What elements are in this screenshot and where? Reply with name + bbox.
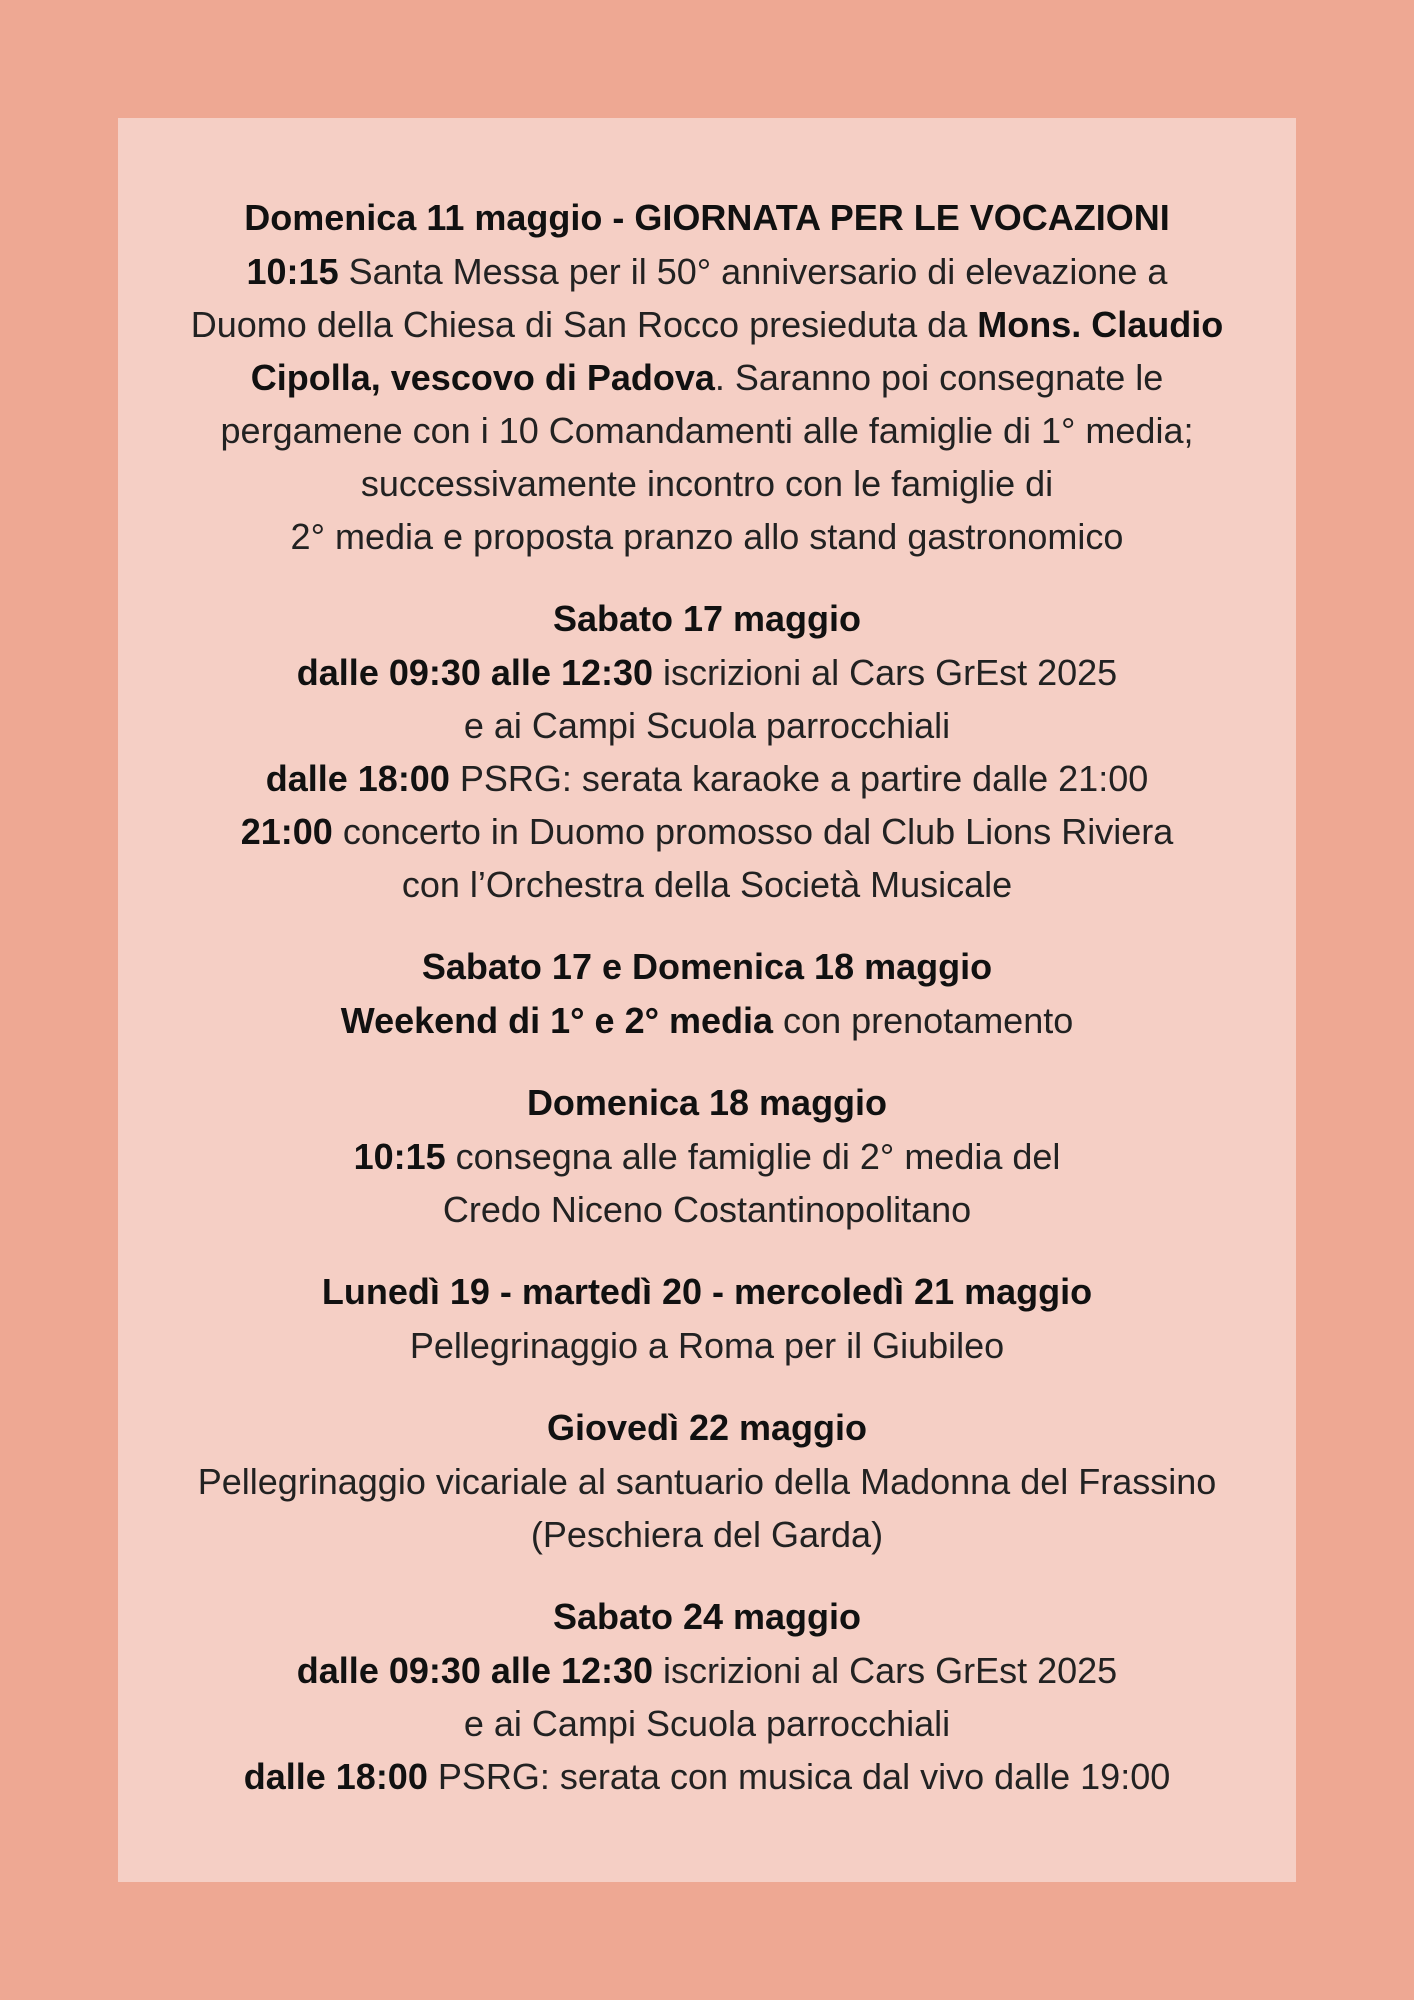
- bold-text: 10:15: [246, 251, 339, 292]
- event-heading: [138, 1264, 1276, 1319]
- body-text: PSRG: serata con musica dal vivo dalle 19:00: [427, 1756, 1171, 1797]
- event-line: [138, 351, 1276, 404]
- event-line: [138, 1750, 1276, 1803]
- event-heading: [138, 1075, 1276, 1130]
- event-line: [138, 245, 1276, 298]
- event-heading: [138, 1589, 1276, 1644]
- body-text: 2° media e proposta pranzo allo stand gastronomico: [290, 516, 1124, 557]
- bold-text: dalle 09:30 alle 12:30: [296, 1650, 654, 1691]
- event-line: [138, 752, 1276, 805]
- event-line: [138, 1319, 1276, 1372]
- event-heading: [138, 939, 1276, 994]
- event-line: [138, 1697, 1276, 1750]
- body-text: e ai Campi Scuola parrocchiali: [463, 705, 951, 746]
- body-text: e ai Campi Scuola parrocchiali: [463, 1703, 951, 1744]
- event-line: [138, 1130, 1276, 1183]
- body-text: Santa Messa per il 50° anniversario di elevazione a: [338, 251, 1168, 292]
- bold-text: dalle 18:00: [243, 1756, 428, 1797]
- event-line: [138, 404, 1276, 457]
- bold-text: dalle 18:00: [265, 758, 450, 799]
- body-text: Pellegrinaggio vicariale al santuario della Madonna del Frassino: [197, 1461, 1217, 1502]
- event-line: [138, 510, 1276, 563]
- event-block: [138, 591, 1276, 911]
- body-text: successivamente incontro con le famiglie di: [360, 463, 1054, 504]
- body-text: PSRG: serata karaoke a partire dalle 21:00: [449, 758, 1149, 799]
- date-heading: Sabato 17 maggio: [552, 598, 862, 639]
- date-heading: Domenica 11 maggio: [244, 197, 603, 238]
- event-heading: [138, 1400, 1276, 1455]
- bold-text: Mons. Claudio: [977, 304, 1224, 345]
- bold-text: Cipolla, vescovo di Padova: [250, 357, 715, 398]
- body-text: . Saranno poi consegnate le: [714, 357, 1164, 398]
- event-line: [138, 994, 1276, 1047]
- event-block: [138, 1264, 1276, 1372]
- date-heading: Domenica 18 maggio: [526, 1082, 888, 1123]
- date-heading: Lunedì 19 - martedì 20 - mercoledì 21 maggio: [321, 1271, 1093, 1312]
- program-panel: [118, 118, 1296, 1882]
- event-line: [138, 1455, 1276, 1508]
- event-line: [138, 298, 1276, 351]
- bold-text: - GIORNATA PER LE VOCAZIONI: [602, 197, 1170, 238]
- body-text: Credo Niceno Costantinopolitano: [442, 1189, 972, 1230]
- event-line: [138, 805, 1276, 858]
- event-line: [138, 699, 1276, 752]
- event-line: [138, 1183, 1276, 1236]
- event-line: [138, 858, 1276, 911]
- event-block: [138, 1589, 1276, 1803]
- date-heading: Sabato 24 maggio: [552, 1596, 862, 1637]
- bold-text: 10:15: [353, 1136, 446, 1177]
- body-text: pergamene con i 10 Comandamenti alle famiglie di 1° media;: [220, 410, 1194, 451]
- date-heading: Giovedì 22 maggio: [546, 1407, 868, 1448]
- event-block: [138, 190, 1276, 563]
- body-text: consegna alle famiglie di 2° media del: [445, 1136, 1061, 1177]
- body-text: concerto in Duomo promosso dal Club Lions Riviera: [332, 811, 1174, 852]
- body-text: iscrizioni al Cars GrEst 2025: [653, 1650, 1118, 1691]
- bold-text: Weekend di 1° e 2° media: [340, 1000, 774, 1041]
- body-text: Duomo della Chiesa di San Rocco presieduta da: [190, 304, 978, 345]
- bold-text: dalle 09:30 alle 12:30: [296, 652, 654, 693]
- body-text: con l’Orchestra della Società Musicale: [401, 864, 1013, 905]
- event-line: [138, 457, 1276, 510]
- event-line: [138, 1644, 1276, 1697]
- body-text: iscrizioni al Cars GrEst 2025: [653, 652, 1118, 693]
- event-heading: [138, 591, 1276, 646]
- event-block: [138, 939, 1276, 1047]
- event-line: [138, 1508, 1276, 1561]
- date-heading: Sabato 17 e Domenica 18 maggio: [421, 946, 993, 987]
- event-heading: [138, 190, 1276, 245]
- body-text: Pellegrinaggio a Roma per il Giubileo: [409, 1325, 1005, 1366]
- body-text: (Peschiera del Garda): [530, 1514, 884, 1555]
- body-text: con prenotamento: [773, 1000, 1074, 1041]
- event-block: [138, 1400, 1276, 1561]
- bold-text: 21:00: [240, 811, 333, 852]
- event-block: [138, 1075, 1276, 1236]
- event-line: [138, 646, 1276, 699]
